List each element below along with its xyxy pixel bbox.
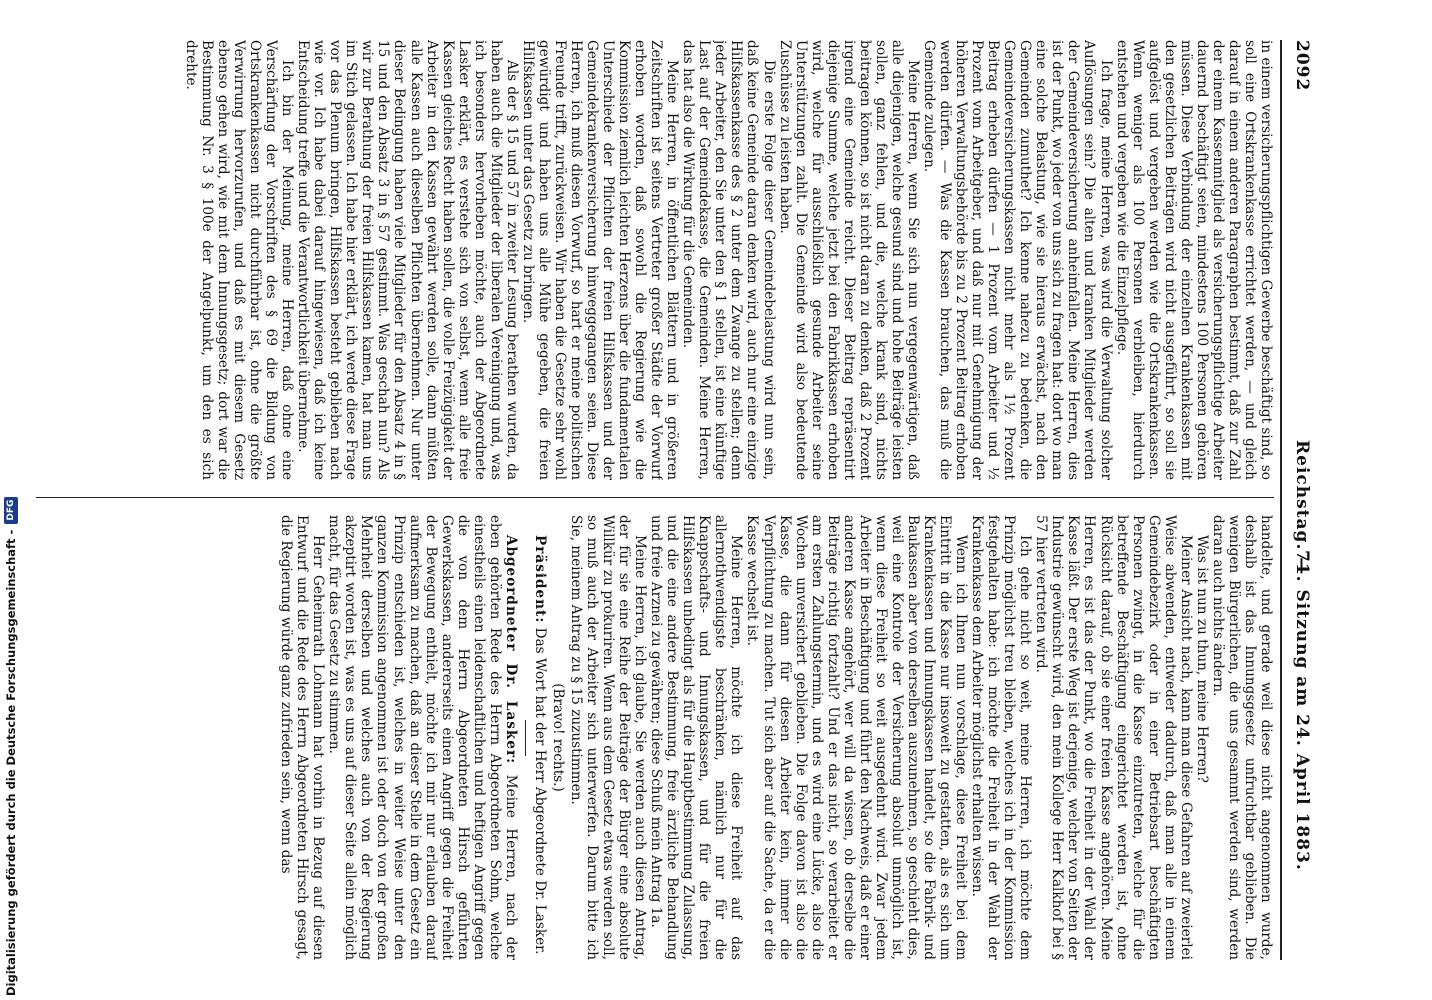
president-statement: Das Wort hat der Herr Abgeordnete Dr. Lasker.: [531, 627, 548, 955]
column-divider: [36, 497, 1274, 498]
footer-credit-text: Digitalisierung gefördert durch die Deutsche Forschungsgemeinschaft -: [4, 529, 18, 996]
left-paragraph: Meine Herren, wenn Sie sich nun vergegenwärtigen, daß alle diejenigen, welche gesund sind und hohe Beiträge leisten sollen, ganz fehlen, und die, welche krank sind, nichts beitragen können, so ist nicht daran zu denken, daß 2 Prozent irgend eine Gemeinde reicht. Dieser Beitrag repräsentirt diejenige Summe, welche jetzt bei den Fabrikkassen erhoben wird, welche für ausschließlich gesunde Arbeiter seine Unterstützungen zahlt. Die Gemeinde wird also bedeutende Zuschüsse zu leisten haben.: [776, 40, 921, 480]
right-paragraph: Wenn ich Ihnen nun vorschlage, diese Freiheit bei dem Eintritt in die Kasse nur insoweit zu gestatten, als es sich um Krankenkassen und Innungskassen handelt, so die Fabrik- und Baukassen aber von derselben auszunehmen, so geschieht dies, weil eine Kontrole der Versicherung absolut unmöglich ist, wenn diese Freiheit so weit ausgedehnt wird. Zwar jedem Arbeiter in Beschäftigung und führt den Nachweis, daß er einer anderen Kasse angehört, wer will da wissen, ob derselbe die Beiträge richtig fortzahlt? Und er das nicht, so verarbeitet er am ersten Zahlungstermin, und es wird eine Lücke, also die Wochen unversichert geblieben. Die Folge davon ist also die Kasse, die dann für diesen Arbeiter kein, immer die Verpflichtung zu machen. Tut sich aber auf die Sache, da er die Kasse wechselt ist.: [744, 515, 970, 960]
right-paragraph: Was ist nun zu thun, meine Herren?: [1193, 535, 1210, 783]
footer-credit: [0, 0, 22, 1000]
right-paragraph: Meiner Ansicht nach, kann man diese Gefahren auf zweierlei Weise abwenden, entweder dadurch, daß man alle in einem Gemeindebezirk oder in einer Betriebsart beschäftigten Personen zwingt, in die Kasse einzutreten, welche für die betreffende Beschäftigung eingerichtet werden ist, ohne Rücksicht darauf, ob sie einer freien Kasse angehören. Meine Herren, es ist das der Punkt, wo die Freiheit in der Wahl der Kasse läßt. Der erste Weg ist derjenige, welcher von Seiten der Industrie gewünscht wird, den mein Kollege Herr Kalkhof bei § 57 hier vertreten wird.: [1033, 515, 1194, 960]
right-paragraph: Ich gehe nicht so weit, meine Herren, ich möchte dem Prinzip möglichst treu bleiben, welches ich in der Kommission festgehalten habe: ich möchte die Freiheit in der Wahl der Krankenkasse dem Arbeiter möglichst erhalten wissen.: [969, 515, 1034, 960]
left-paragraph: Meine Herren, in öffentlichen Blättern und in größeren Zeitschriften ist seitens Vertreter großer Städte der Vorwurf erhoben worden, daß sowohl die Regierung wie die Kommission ziemlich leichten Herzens über die fundamentalen Unterschiede der Pflichten der freien Hilfskassen und der Gemeindekrankenversicherung hinweggegangen seien. Diese Herren, ich muß diesen Vorwurf, so hart er meine politischen Freunde trifft, zurückweisen. Wir haben die Gesetze sehr wohl gewürdigt und haben uns alle Mühe gegeben, die freien Hilfskassen unter das Gesetz zu bringen.: [519, 40, 681, 480]
left-column: [36, 40, 1274, 480]
right-paragraph: handelte, und gerade weil diese nicht angenommen wurde, deshalb ist das Innungsgesetz unfruchtbar geblieben. Die wenigen Bürgerlichen, die uns gesammt werden sind, werden daran auch nichts ändern.: [1209, 515, 1274, 960]
right-column: [36, 515, 1274, 960]
page-header: [1282, 40, 1312, 960]
footer-strip: [0, 0, 22, 1000]
left-paragraph: in einem versicherungspflichtigen Gewerbe beschäftigt sind, so soll eine Ortskrankenkasse errichtet werden, — und gleich darauf in einem anderen Paragraphen bestimmt, daß zur Zahl der einem Kassenmitglied als versicherungspflichtige Arbeiter dauernd beschäftigt seien, mindestens 100 Personen gehören müssen. Diese Verbindung der einzelnen Krankenkassen mit den gesetzlichen Beiträgen wird nicht ausgeführt, so soll sie aufgelöst und vergeben werden wie die Ortskrankenkassen. Wenn weniger als 100 Personen verbleiben, hierdurch entstehen und vergeben wie die Einzelpflege.: [1113, 40, 1274, 480]
dfg-logo-icon: DFG: [4, 497, 18, 524]
left-paragraph: Ich bin der Meinung, meine Herren, daß ohne eine Verschärfung der Vorschriften des § 69 die Bildung von Ortskrankenkassen nicht durchführbar ist, ohne die größte Verwirrung hervorzurufen, und daß es mit diesem Gesetz ebenso gehen wird, wie mit dem Innungsgesetz; dort war die Bestimmung Nr. 3 § 100e der Angelpunkt, um den es sich drehte.: [182, 40, 296, 480]
left-paragraph: Ich frage, meine Herren, was wird die Verwaltung solcher Auflösungen sein? Die alten und kranken Mitglieder werden der Gemeindeversicherung anheimfallen. Meine Herren, dies ist der Punkt, wo jeder von uns sich zu fragen hat: dort wo man eine solche Belastung, wie sie hieraus erwächst, nach den Gemeinden zumuthet? Ich kenne nahezu zu bedenken, die Gemeindeversicherungskassen nicht mehr als 1½ Prozent Beitrag erheben dürfen — 1 Prozent vom Arbeiter und ½ Prozent vom Arbeitgeber, und daß nur mit Genehmigung der höheren Verwaltungsbehörde bis zu 2 Prozent Beitrag erhoben werden dürfen. — Was die Kassen brauchen, das muß die Gemeinde zulegen.: [921, 40, 1114, 480]
page-number: 2092: [1292, 40, 1312, 92]
running-title: Reichstag. —: [1292, 440, 1312, 576]
lasker-label: Abgeordneter Dr. Lasker:: [502, 535, 519, 765]
section-rule: [525, 720, 526, 756]
applause-note: (Bravo! rechts.): [549, 683, 566, 792]
header-rule: [1280, 40, 1282, 960]
lasker-statement: Meine Herren, nach der eben gehörten Rede des Herrn Abgeordneten Sohm, welche einestheils einen leidenschaftlichen und heftigen Angriff gegen die von dem Herrn Abgeordneten Hirsch geführten Gewerkskassen, andererseits einen Angriff gegen die Freiheit der Bewegung enthielt, möchte ich mir nur erlauben darauf aufmerksam zu machen, daß an dieser Stelle in dem Gesetz ein Prinzip entschieden ist, welches in weiter Weise unter den ganzen Kommission angenommen ist oder doch von der großen Mehrheit derselben und welches auch von der Regierung akzeptirt worden ist, was es uns auf dieser Seite allein möglich macht, für das Gesetz zu stimmen.: [326, 515, 519, 960]
right-paragraph: Herr Geheimrath Lohmann hat vorhin in Bezug auf diesen Entwurf und die Rede des Herrn Abgeordneten Hirsch gesagt, die Regierung würde ganz zufrieden sein, wenn das: [278, 515, 327, 960]
left-paragraph: Als der § 15 und 57 in zweiter Lesung berathen wurden, da haben auch die Mitglieder der liberalen Vereinigung und, was ich besonders hervorheben möchte, auch der Abgeordnete Lasker erklärt, es verstehe sich von selbst, wenn alle freie Kassen gleiches Recht haben sollen, die volle Freizügigkeit der Arbeiter in den Kassen gewährt werden solle, dann müßten alle Kassen auch dieselben Pflichten übernehmen. Nur unter dieser Bedingung haben viele Mitglieder für den Absatz 4 in § 15 und den Absatz 3 in § 57 gestimmt. Was geschah nun? Als wir zur Berathung der freien Hilfskassen kamen, hat man uns im Stich gelassen. Ich habe hier erklärt, ich werde diese Frage vor das Plenum bringen, Hilfskassen besteht geblieben nach wie vor. Ich habe dabei darauf hingewiesen, daß ich keine Entscheidung treffe und die Verantwortlichkeit übernehme.: [295, 40, 520, 480]
right-paragraph: Meine Herren, ich glaube, Sie werden auch diesen Antrag, der für sie eine Reihe der Beiträge der Bürger eine absolute Willkür zu prokuriren. Wenn aus dem Gesetz etwas werden soll, so muß auch der Arbeiter sich unterwerfen. Darum bitte ich Sie, meinem Antrag zu § 15 zuzustimmen.: [567, 515, 649, 960]
right-paragraph: Meine Herren, möchte ich diese Freiheit auf das allernothwendigste beschränken, nämlich nur für die Knappschafts- und Innungskassen, und für die freien Hilfskassen unbedingt als für die Hauptbestimmung Zulassung, und die eine andere Bestimmung, freie ärztliche Behandlung und freie Arznei zu gewähren; diese Schuß mein Antrag 1a.: [648, 515, 745, 960]
president-label: Präsident:: [531, 535, 548, 624]
left-paragraph: Die erste Folge dieser Gemeindebelastung wird nun sein, daß keine Gemeinde daran denken wird, auch nur eine einzige Hilfskassenkasse des § 2 unter dem Zwange zu stellen; denn jeder Arbeiter, den Sie unter den § 1 stellen, ist eine künftige Last auf der Gemeindekasse, die Gemeinden. Meine Herren, das hat also die Wirkung für die Gemeinden.: [680, 40, 777, 480]
session-title: 71. Sitzung am 24. April 1883.: [1292, 550, 1312, 871]
